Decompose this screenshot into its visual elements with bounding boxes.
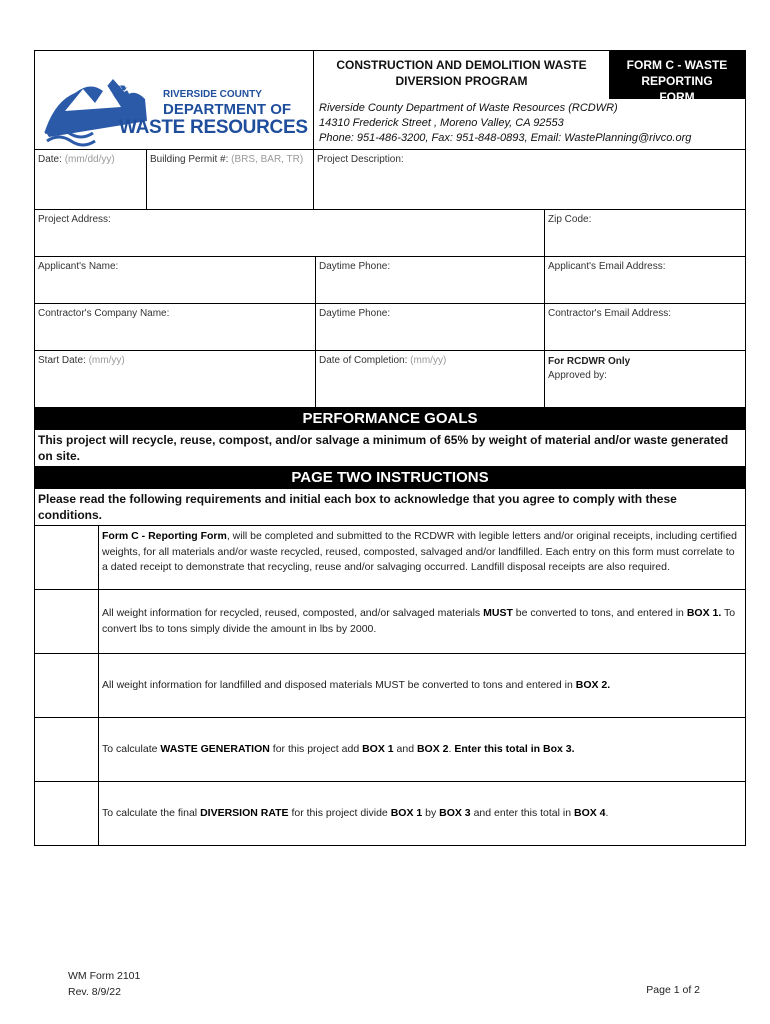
permit-label: Building Permit #: (150, 154, 229, 165)
date-hint: (mm/dd/yy) (64, 154, 115, 165)
form-revision (68, 968, 140, 1000)
row-applicant (35, 256, 745, 303)
requirement-row (35, 525, 745, 589)
waste-reporting-form (34, 50, 746, 846)
completion-date-hint: (mm/yy) (410, 355, 447, 366)
requirement-row (35, 781, 745, 845)
zip-code-field[interactable] (544, 210, 745, 256)
logo-area (35, 51, 313, 149)
agency-street: 14310 Frederick Street , Moreno Valley, CA 92553 (319, 117, 564, 129)
project-address-label: Project Address: (38, 214, 111, 225)
revision-date: Rev. 8/9/22 (68, 986, 121, 998)
requirement-text-4: To calculate WASTE GENERATION for this project add BOX 1 and BOX 2. Enter this total in Box 3. (102, 742, 575, 755)
logo-line3: WASTE RESOURCES (119, 117, 308, 138)
project-address-field[interactable] (35, 210, 544, 256)
initial-box-4[interactable] (35, 718, 99, 781)
requirement-row (35, 653, 745, 717)
applicant-email-field[interactable] (544, 257, 745, 303)
initial-box-3[interactable] (35, 654, 99, 717)
instructions-title: PAGE TWO INSTRUCTIONS (35, 466, 745, 488)
agency-contact: Phone: 951-486-3200, Fax: 951-848-0893, Email: WastePlanning@rivco.org (319, 132, 692, 144)
start-date-field[interactable] (35, 351, 315, 407)
applicant-email-label: Applicant's Email Address: (548, 261, 666, 272)
initial-box-2[interactable] (35, 590, 99, 653)
logo-line2: DEPARTMENT OF (163, 101, 292, 118)
contractor-company-field[interactable] (35, 304, 315, 350)
requirement-text-1: Form C - Reporting Form, will be completed and submitted to the RCDWR with legible letters and/or original receipts, including certified weights, for all materials and/or waste recycled, reused, composted, salvaged and/or landfilled. Each entry on this form must correlate to a dated receipt to demonstrate that recycling, reuse and/or salvaging occurred. Landfill disposal receipts are also required. (102, 530, 737, 573)
row-contractor (35, 303, 745, 350)
contractor-phone-label: Daytime Phone: (319, 308, 391, 319)
row-address (35, 209, 745, 256)
requirement-row (35, 717, 745, 781)
performance-goals-title: PERFORMANCE GOALS (35, 407, 745, 429)
date-field[interactable] (35, 150, 146, 209)
completion-date-field[interactable] (315, 351, 544, 407)
requirement-text-5: To calculate the final DIVERSION RATE for this project divide BOX 1 by BOX 3 and enter this total in BOX 4. (102, 806, 609, 819)
requirement-row (35, 589, 745, 653)
start-date-hint: (mm/yy) (88, 355, 125, 366)
approved-by-label: Approved by: (548, 370, 607, 381)
permit-hint: (BRS, BAR, TR) (231, 154, 304, 165)
requirement-text-2: All weight information for recycled, reused, composted, and/or salvaged materials MUST be converted to tons, and entered in BOX 1. To convert lbs to tons simply divide the amount in lbs by 2000. (102, 607, 736, 635)
recycle-icon: ♻ (111, 82, 131, 107)
rcdwr-only-label: For RCDWR Only (548, 356, 631, 367)
start-date-label: Start Date: (38, 355, 86, 366)
performance-goals-text: This project will recycle, reuse, compost, and/or salvage a minimum of 65% by weight of material and/or waste generated on site. (35, 429, 745, 466)
row-date-permit (35, 149, 745, 209)
form-number: WM Form 2101 (68, 970, 141, 982)
form-header (35, 51, 745, 149)
requirement-text-3: All weight information for landfilled and disposed materials MUST be converted to tons and entered in BOX 2. (102, 678, 611, 691)
contractor-company-label: Contractor's Company Name: (38, 308, 170, 319)
agency-name: Riverside County Department of Waste Resources (RCDWR) (319, 102, 618, 114)
zip-code-label: Zip Code: (548, 214, 592, 225)
initial-box-1[interactable] (35, 526, 99, 589)
applicant-phone-field[interactable] (315, 257, 544, 303)
initial-box-5[interactable] (35, 782, 99, 845)
rcdwr-only-field (544, 351, 745, 407)
instructions-intro: Please read the following requirements and initial each box to acknowledge that you agree to comply with these conditions. (35, 488, 745, 525)
contractor-email-field[interactable] (544, 304, 745, 350)
logo-line1: RIVERSIDE COUNTY (163, 89, 262, 100)
header-info (313, 51, 745, 149)
project-description-label: Project Description: (317, 154, 404, 165)
completion-date-label: Date of Completion: (319, 355, 408, 366)
form-title: FORM C - WASTE REPORTING FORM (609, 51, 745, 99)
contractor-phone-field[interactable] (315, 304, 544, 350)
applicant-name-field[interactable] (35, 257, 315, 303)
row-dates (35, 350, 745, 407)
applicant-name-label: Applicant's Name: (38, 261, 119, 272)
building-permit-field[interactable] (146, 150, 313, 209)
contractor-email-label: Contractor's Email Address: (548, 308, 672, 319)
page-number: Page 1 of 2 (646, 984, 700, 996)
date-label: Date: (38, 154, 62, 165)
applicant-phone-label: Daytime Phone: (319, 261, 391, 272)
agency-address (314, 99, 745, 148)
project-description-field[interactable] (313, 150, 745, 209)
program-title: CONSTRUCTION AND DEMOLITION WASTE DIVERSION PROGRAM (336, 58, 587, 88)
